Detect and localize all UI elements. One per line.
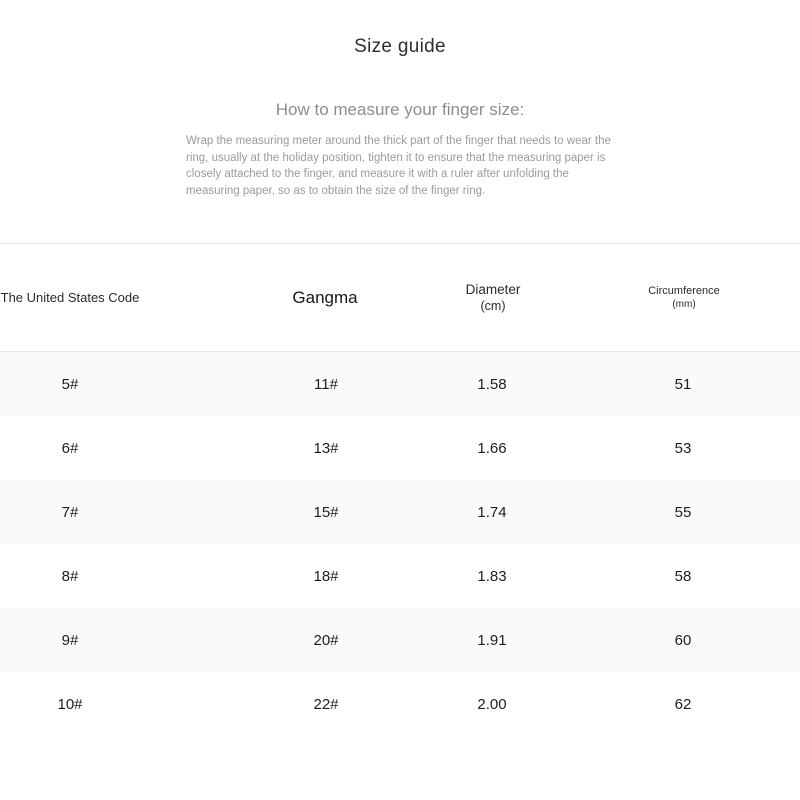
table-header-row <box>0 244 800 352</box>
table-row <box>0 416 800 480</box>
column-header-gangma: Gangma <box>250 244 410 352</box>
cell-circumference: 60 <box>590 608 800 672</box>
cell-diameter: 1.58 <box>410 352 590 417</box>
column-header-circumference <box>590 244 800 352</box>
cell-us-code: 8# <box>0 544 250 608</box>
cell-circumference: 62 <box>590 672 800 736</box>
cell-gangma: 20# <box>250 608 410 672</box>
cell-us-code: 10# <box>0 672 250 736</box>
cell-gangma: 11# <box>250 352 410 417</box>
cell-us-code: 6# <box>0 416 250 480</box>
measure-instructions-heading: How to measure your finger size: <box>275 100 525 119</box>
cell-circumference: 55 <box>590 480 800 544</box>
cell-gangma: 18# <box>250 544 410 608</box>
size-table-header <box>0 244 800 352</box>
cell-gangma: 13# <box>250 416 410 480</box>
cell-circumference: 58 <box>590 544 800 608</box>
column-header-diameter-unit: (cm) <box>480 298 506 313</box>
measure-instructions-text: Wrap the measuring meter around the thick part of the finger that needs to wear the ring, usually at the holiday position, tighten it to ensure that the measuring paper is closely attached to the finger, and measure it with a ruler after unfolding the measuring paper, so as to obtain the size of the finger ring. <box>186 135 611 197</box>
cell-us-code: 7# <box>0 480 250 544</box>
cell-us-code: 9# <box>0 608 250 672</box>
size-table-body <box>0 352 800 737</box>
column-header-diameter <box>410 244 590 352</box>
table-row <box>0 480 800 544</box>
column-header-us-code: The United States Code <box>0 244 250 352</box>
column-header-diameter-label: Diameter <box>465 281 521 297</box>
column-header-circumference-label: Circumference <box>648 284 720 297</box>
cell-diameter: 1.91 <box>410 608 590 672</box>
table-row <box>0 352 800 417</box>
cell-circumference: 53 <box>590 416 800 480</box>
table-row <box>0 544 800 608</box>
cell-gangma: 15# <box>250 480 410 544</box>
cell-gangma: 22# <box>250 672 410 736</box>
cell-diameter: 1.83 <box>410 544 590 608</box>
cell-diameter: 2.00 <box>410 672 590 736</box>
cell-diameter: 1.74 <box>410 480 590 544</box>
table-row <box>0 672 800 736</box>
size-table <box>0 243 800 736</box>
column-header-circumference-unit: (mm) <box>672 298 696 310</box>
cell-us-code: 5# <box>0 352 250 417</box>
cell-diameter: 1.66 <box>410 416 590 480</box>
cell-circumference: 51 <box>590 352 800 417</box>
table-row <box>0 608 800 672</box>
page-title: Size guide <box>354 36 446 57</box>
size-table-container <box>0 243 800 736</box>
